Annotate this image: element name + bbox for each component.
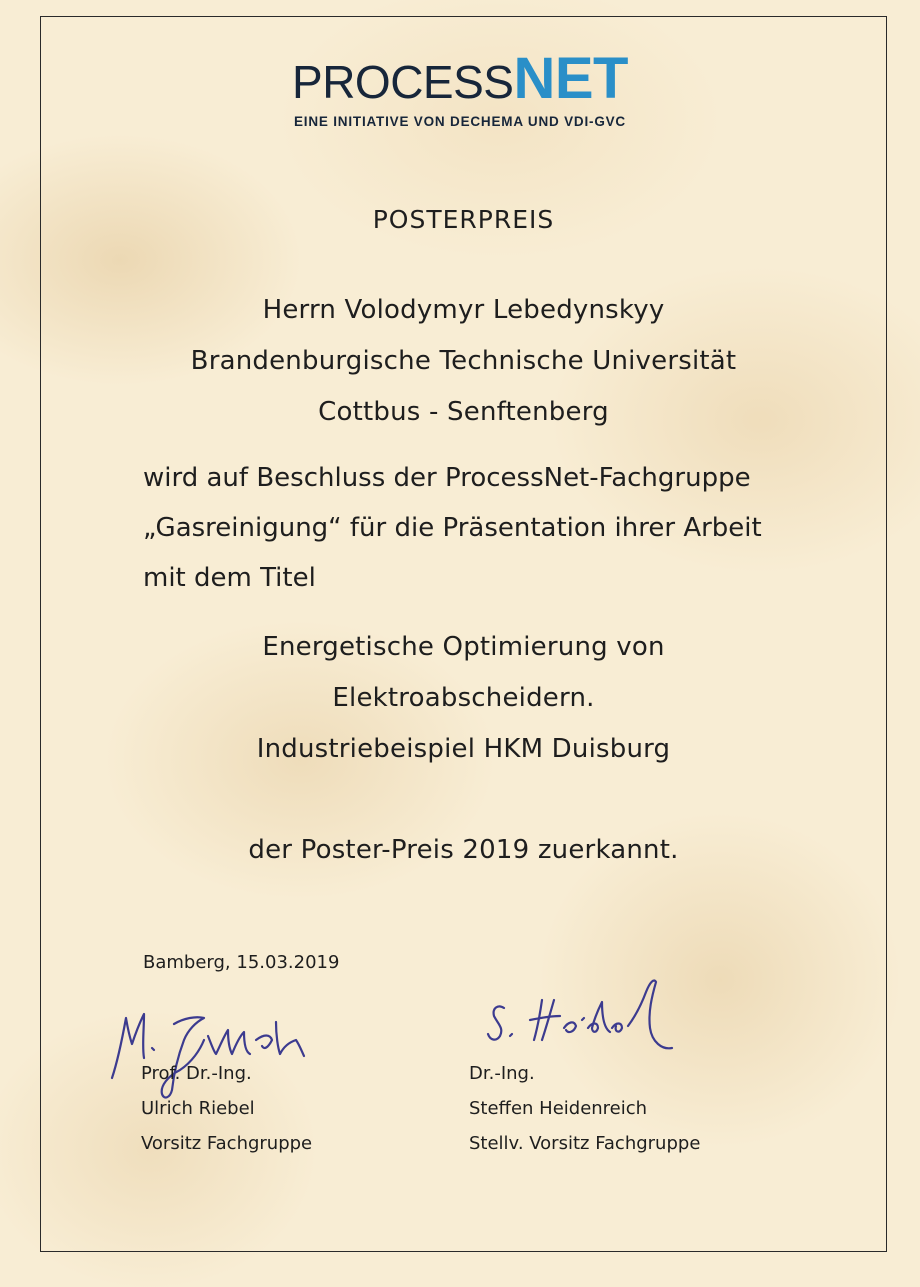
work-title-line: Energetische Optimierung von xyxy=(262,632,665,662)
recipient-block xyxy=(40,285,887,438)
signatory-degree: Dr.-Ing. xyxy=(469,1063,535,1084)
signatory-role: Stellv. Vorsitz Fachgruppe xyxy=(469,1133,701,1154)
statement-line: wird auf Beschluss der ProcessNet-Fachgruppe xyxy=(143,463,751,493)
signatory-riebel xyxy=(141,1056,312,1161)
signatory-degree: Prof. Dr.-Ing. xyxy=(141,1063,252,1084)
award-line: der Poster-Preis 2019 zuerkannt. xyxy=(248,835,679,865)
signatory-role: Vorsitz Fachgruppe xyxy=(141,1133,313,1154)
logo-tagline: EINE INITIATIVE VON DECHEMA UND VDI-GVC xyxy=(294,114,626,129)
signature-heidenreich xyxy=(484,970,684,1060)
recipient-name: Herrn Volodymyr Lebedynskyy xyxy=(262,295,665,325)
work-title-line: Elektroabscheidern. xyxy=(332,683,595,713)
signatory-name: Steffen Heidenreich xyxy=(469,1098,648,1119)
work-title xyxy=(40,622,887,775)
work-title-line: Industriebeispiel HKM Duisburg xyxy=(256,734,671,764)
recipient-location: Cottbus - Senftenberg xyxy=(318,397,609,427)
logo-word-process: PROCESS xyxy=(292,56,514,108)
processnet-logo xyxy=(0,46,920,129)
certificate-title: POSTERPREIS xyxy=(372,205,555,234)
logo-wordmark xyxy=(0,46,920,111)
recipient-university: Brandenburgische Technische Universität xyxy=(190,346,737,376)
logo-word-net: NET xyxy=(513,46,628,111)
signatory-heidenreich xyxy=(469,1056,700,1161)
statement-line: „Gasreinigung“ für die Präsentation ihrer Arbeit xyxy=(143,513,762,543)
place-date: Bamberg, 15.03.2019 xyxy=(143,952,340,973)
signatory-name: Ulrich Riebel xyxy=(141,1098,255,1119)
statement-line: mit dem Titel xyxy=(143,563,316,593)
award-statement xyxy=(143,453,762,603)
